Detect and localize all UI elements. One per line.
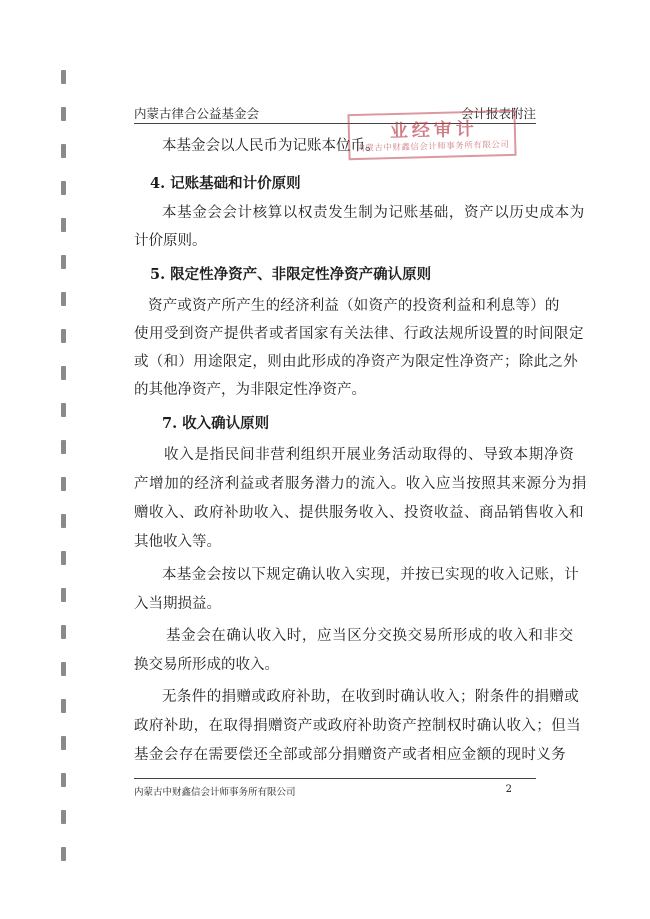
binding-hole [61,551,66,565]
binding-hole [61,255,66,269]
binding-hole [61,625,66,639]
paragraph-line: 使用受到资产提供者或者国家有关法律、行政法规所设置的时间限定 [134,326,584,342]
paragraph-line: 基金会存在需要偿还全部或部分捐赠资产或者相应金额的现时义务 [134,747,567,763]
paragraph-line: 产增加的经济利益或者服务潜力的流入。收入应当按照其来源分为捐 [134,476,587,492]
paragraph-line: 的其他净资产，为非限定性净资产。 [134,382,366,398]
paragraph-line: 无条件的捐赠或政府补助，在收到时确认收入；附条件的捐赠或 [162,689,580,705]
binding-hole [61,588,66,602]
paragraph-line: 其他收入等。 [134,534,221,550]
binding-hole [61,218,66,232]
binding-hole [61,329,66,343]
paragraph-line: 赠收入、政府补助收入、提供服务收入、投资收益、商品销售收入和 [134,505,584,521]
binding-hole [61,366,66,380]
binding-hole [61,440,66,454]
header-organization: 内蒙古律合公益基金会 [134,106,260,121]
paragraph-line: 收入是指民间非营利组织开展业务活动取得的、导致本期净资 [164,447,575,463]
binding-hole [61,144,66,158]
section-5-heading: 5. 限定性净资产、非限定性净资产确认原则 [150,266,432,283]
page-number: 2 [505,784,512,795]
binding-hole [61,773,66,787]
footer-firm-name: 内蒙古中财鑫信会计师事务所有限公司 [134,787,296,798]
header-doc-type: 会计报表附注 [460,106,536,121]
binding-hole [61,514,66,528]
paragraph-line: 本基金会按以下规定确认收入实现，并按已实现的收入记账，计 [162,567,580,583]
paragraph-currency: 本基金会以人民币为记账本位币。 [162,138,380,154]
paragraph-line: 换交易所形成的收入。 [134,657,279,673]
binding-hole [61,662,66,676]
binding-hole [61,70,66,84]
stamp-subtitle: 内蒙古中财鑫信会计师事务所有限公司 [356,139,510,154]
paragraph-line: 计价原则。 [134,233,207,249]
footer-rule [134,778,536,779]
paragraph-line: 本基金会会计核算以权责发生制为记账基础，资产以历史成本为 [162,205,585,221]
stamp-title: 业经审计 [389,118,479,143]
binding-hole [61,847,66,861]
paragraph-line: 政府补助，在取得捐赠资产或政府补助资产控制权时确认收入；但当 [134,718,581,734]
paragraph-line: 资产或资产所产生的经济利益（如资产的投资利益和利息等）的 [148,298,560,314]
binding-hole [61,699,66,713]
paragraph-line: 入当期损益。 [134,596,221,612]
binding-holes [61,62,67,862]
binding-hole [61,107,66,121]
section-7-heading: 7. 收入确认原则 [162,415,270,432]
paragraph-line: 或（和）用途限定，则由此形成的净资产为限定性净资产；除此之外 [134,354,578,370]
binding-hole [61,810,66,824]
paragraph-line: 基金会在确认收入时，应当区分交换交易所形成的收入和非交 [166,628,574,644]
binding-hole [61,181,66,195]
binding-hole [61,477,66,491]
binding-hole [61,736,66,750]
binding-hole [61,403,66,417]
section-4-heading: 4. 记账基础和计价原则 [150,175,301,192]
binding-hole [61,292,66,306]
